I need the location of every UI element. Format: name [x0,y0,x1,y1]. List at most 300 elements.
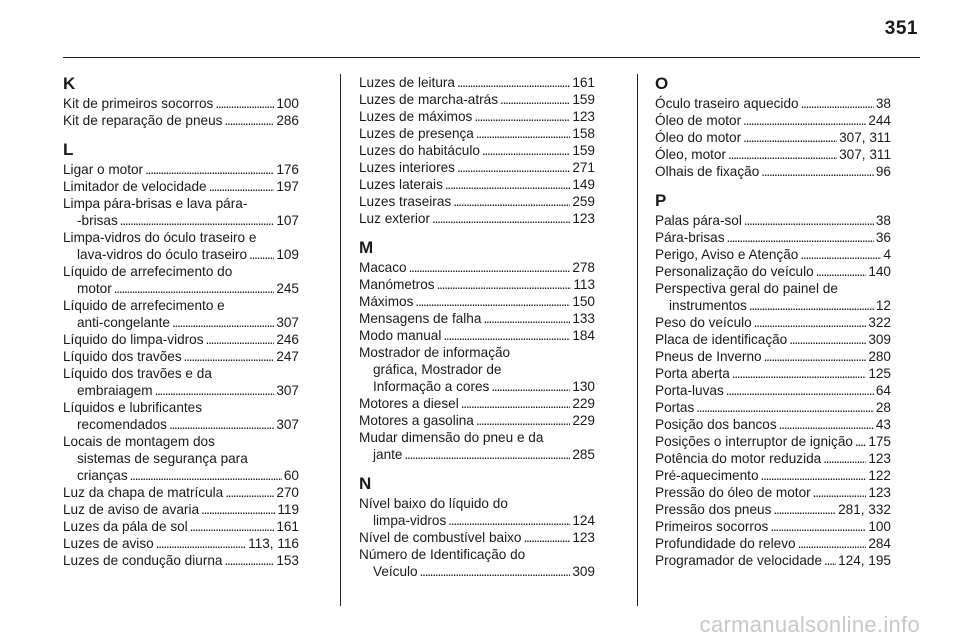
entry-term: Personalização do veículo [655,264,814,279]
index-entry [63,263,299,297]
column-divider [637,74,638,606]
index-section [63,140,299,569]
index-entry [655,280,891,314]
entry-term: Luz exterior [359,211,431,226]
leader-dots [120,212,275,229]
section-letter: L [63,140,74,159]
entry-page-ref: 140 [868,264,891,279]
leader-dots [728,146,837,163]
index-entry [359,74,595,91]
index-entry [63,161,299,178]
entry-term: Luzes de aviso [63,536,154,551]
index-entry [359,159,595,176]
index-entry [655,535,891,552]
index-section [655,191,891,569]
leader-dots [789,331,866,348]
entry-page-ref: 245 [276,281,299,296]
leader-dots [206,331,275,348]
leader-dots [824,552,836,569]
entry-last-line [63,467,299,484]
entry-term: Limitador de velocidade [63,179,207,194]
leader-dots [445,176,570,193]
leader-dots [172,314,274,331]
entry-term: Óleo, motor [655,147,727,162]
index-entry [655,112,891,129]
entry-page-ref: 259 [572,194,595,209]
leader-dots [749,297,874,314]
index-entry [655,365,891,382]
leader-dots [461,395,571,412]
index-entry [359,176,595,193]
index-entry [359,108,595,125]
index-entry [655,246,891,263]
index-entry [63,331,299,348]
entry-term: Pneus de Inverno [655,349,762,364]
index-entry [359,327,595,344]
index-entry [655,229,891,246]
leader-dots [696,399,874,416]
entry-page-ref: 285 [572,447,595,462]
index-entry [359,210,595,227]
entry-last-line [359,563,595,580]
index-entry [359,276,595,293]
entry-page-ref: 4 [883,247,891,262]
entry-term: Mostrador de informação [359,345,511,360]
leader-dots [855,433,866,450]
index-entry [359,259,595,276]
entry-last-line [63,314,299,331]
entry-page-ref: 176 [276,162,299,177]
index-entry [359,546,595,580]
entry-term: Mudar dimensão do pneu e da [359,430,544,445]
entry-page-ref: 123 [572,211,595,226]
entry-term: gráfica, Mostrador de [373,362,502,377]
leader-dots [816,263,867,280]
index-entry [63,518,299,535]
entry-page-ref: 123 [572,109,595,124]
leader-dots [457,159,570,176]
index-entry [655,146,891,163]
leader-dots [130,467,282,484]
leader-dots [476,125,570,142]
entry-term: Máximos [359,294,414,309]
entry-page-ref: 119 [277,502,299,517]
entry-term: embraiagem [77,383,153,398]
entry-term: Limpa-vidros do óculo traseiro e [63,230,257,245]
leader-dots [190,518,275,535]
leader-dots [800,246,881,263]
leader-dots [732,365,867,382]
entry-page-ref: 244 [868,113,891,128]
entry-term: Líquido de arrefecimento do [63,264,233,279]
entry-page-ref: 270 [276,485,299,500]
index-entry [63,348,299,365]
index-entry [359,412,595,429]
entry-page-ref: 122 [868,468,891,483]
entry-page-ref: 109 [276,247,299,262]
entry-term: Placa de identificação [655,332,788,347]
index-entry [655,467,891,484]
leader-dots [779,416,874,433]
index-entry [359,395,595,412]
entry-term: Motores a gasolina [359,413,474,428]
leader-dots [743,112,866,129]
entry-page-ref: 149 [572,177,595,192]
index-entry [359,310,595,327]
leader-dots [483,310,570,327]
entry-last-line [63,246,299,263]
entry-term: Luzes do habitáculo [359,143,480,158]
entry-page-ref: 286 [276,113,299,128]
entry-page-ref: 280 [868,349,891,364]
leader-dots [770,518,866,535]
section-letter: P [655,191,667,210]
leader-dots [798,535,867,552]
entry-term: Palas pára-sol [655,213,742,228]
entry-term: Ligar o motor [63,162,144,177]
entry-page-ref: 158 [572,126,595,141]
entry-page-ref: 107 [276,213,299,228]
leader-dots [169,416,274,433]
index-entry [655,263,891,280]
leader-dots [420,563,571,580]
leader-dots [743,129,837,146]
index-entry [63,229,299,263]
entry-term: crianças [77,468,128,483]
entry-page-ref: 38 [875,213,891,228]
leader-dots [225,484,274,501]
entry-term: Profundidade do relevo [655,536,796,551]
index-entry [359,91,595,108]
leader-dots [404,446,570,463]
index-entry [655,163,891,180]
index-entry [63,433,299,484]
index-entry [63,365,299,399]
index-section [359,238,595,463]
entry-term: Posições o interruptor de ignição [655,434,853,449]
entry-page-ref: 278 [572,260,595,275]
entry-term: Perspectiva geral do painel de [655,281,838,296]
index-entry [655,484,891,501]
index-entry [63,399,299,433]
entry-term: Pára-brisas [655,230,725,245]
leader-dots [764,348,867,365]
index-entry [655,399,891,416]
leader-dots [184,348,275,365]
leader-dots [474,108,570,125]
entry-page-ref: 309 [868,332,891,347]
index-entry [655,314,891,331]
entry-term: Luzes da pála de sol [63,519,188,534]
index-entry [63,552,299,569]
index-entry [63,178,299,195]
entry-page-ref: 60 [283,468,299,483]
entry-page-ref: 197 [276,179,299,194]
column-divider [340,74,341,606]
entry-page-ref: 271 [572,160,595,175]
entry-term: Luzes traseiras [359,194,452,209]
leader-dots [813,484,867,501]
entry-term: Porta-luvas [655,383,724,398]
index-entry [655,348,891,365]
entry-term: Primeiros socorros [655,519,769,534]
entry-last-line [63,382,299,399]
entry-term: Luz da chapa de matrícula [63,485,224,500]
entry-term: Kit de primeiros socorros [63,96,214,111]
entry-term: Óleo de motor [655,113,742,128]
entry-term: Luzes de leitura [359,75,455,90]
entry-term: Pressão do óleo de motor [655,485,811,500]
entry-page-ref: 159 [572,92,595,107]
entry-page-ref: 309 [572,564,595,579]
index-entry [63,95,299,112]
entry-term: Luzes interiores [359,160,455,175]
section-letter: K [63,74,76,93]
entry-page-ref: 38 [875,96,891,111]
leader-dots [114,280,275,297]
index-entry [359,142,595,159]
entry-term: Líquido de arrefecimento e [63,298,225,313]
leader-dots [249,246,274,263]
entry-term: Informação a cores [373,379,490,394]
entry-term: Óleo do motor [655,130,742,145]
entry-page-ref: 159 [572,143,595,158]
entry-term: Pressão dos pneus [655,502,772,517]
entry-page-ref: 100 [868,519,891,534]
index-entry [63,501,299,518]
index-entry [359,125,595,142]
entry-last-line [63,212,299,229]
entry-term: Luzes de máximos [359,109,473,124]
entry-page-ref: 12 [875,298,891,313]
entry-term: Posição dos bancos [655,417,777,432]
index-entry [655,450,891,467]
entry-page-ref: 229 [572,396,595,411]
entry-page-ref: 123 [572,530,595,545]
index-entry [655,518,891,535]
entry-page-ref: 175 [868,434,891,449]
entry-page-ref: 113 [573,277,595,292]
index-entry [63,484,299,501]
leader-dots [224,552,274,569]
entry-page-ref: 247 [276,349,299,364]
entry-page-ref: 123 [868,451,891,466]
entry-term: -brisas [77,213,118,228]
leader-dots [156,535,246,552]
entry-page-ref: 184 [572,328,595,343]
entry-page-ref: 161 [276,519,299,534]
entry-page-ref: 307 [276,315,299,330]
entry-page-ref: 64 [875,383,891,398]
entry-page-ref: 229 [572,413,595,428]
entry-page-ref: 161 [572,75,595,90]
section-letter: O [655,74,669,93]
leader-dots [457,74,570,91]
leader-dots [155,382,275,399]
leader-dots [215,95,274,112]
index-column-1 [63,74,299,569]
entry-term: Macaco [359,260,407,275]
leader-dots [476,412,570,429]
entry-term: Perigo, Aviso e Atenção [655,247,799,262]
index-entry [655,501,891,518]
entry-term: Óculo traseiro aquecido [655,96,799,111]
leader-dots [801,95,874,112]
entry-page-ref: 125 [868,366,891,381]
leader-dots [773,501,836,518]
index-entry [655,129,891,146]
index-entry [655,95,891,112]
entry-term: Veículo [373,564,418,579]
index-entry [359,344,595,395]
entry-last-line [63,280,299,297]
leader-dots [415,293,570,310]
leader-dots [209,178,275,195]
entry-term: recomendados [77,417,167,432]
index-column-2 [359,74,595,580]
entry-page-ref: 307, 311 [839,147,891,162]
index-entry [359,495,595,529]
entry-term: Programador de velocidade [655,553,823,568]
leader-dots [727,229,874,246]
index-entry [655,416,891,433]
index-section [655,74,891,180]
entry-last-line [359,512,595,529]
entry-term: Nível baixo do líquido do [359,496,508,511]
entry-term: Nível de combustível baixo [359,530,522,545]
index-entry [359,429,595,463]
entry-last-line [359,446,595,463]
entry-term: lava-vidros do óculo traseiro [77,247,248,262]
entry-term: motor [77,281,112,296]
index-entry [655,552,891,569]
entry-page-ref: 123 [868,485,891,500]
leader-dots [744,212,874,229]
entry-term: Manómetros [359,277,435,292]
entry-page-ref: 130 [572,379,595,394]
entry-term: Luzes laterais [359,177,443,192]
entry-term: Número de Identificação do [359,547,526,562]
entry-term: sistemas de segurança para [77,451,248,466]
leader-dots [823,450,866,467]
entry-page-ref: 124 [572,513,595,528]
entry-page-ref: 246 [276,332,299,347]
entry-page-ref: 281, 332 [838,502,891,517]
leader-dots [443,327,570,344]
entry-term: limpa-vidros [373,513,447,528]
entry-term: Líquido dos travões [63,349,182,364]
index-entry [63,195,299,229]
entry-page-ref: 322 [868,315,891,330]
index-entry [359,529,595,546]
entry-page-ref: 150 [572,294,595,309]
entry-term: Luzes de condução diurna [63,553,223,568]
entry-term: Líquidos e lubrificantes [63,400,203,415]
entry-term: jante [373,447,403,462]
leader-dots [201,501,275,518]
entry-term: Motores a diesel [359,396,459,411]
entry-term: Modo manual [359,328,442,343]
leader-dots [409,259,571,276]
entry-term: Luzes de marcha-atrás [359,92,499,107]
entry-page-ref: 307 [276,417,299,432]
entry-term: anti-congelante [77,315,170,330]
leader-dots [482,142,570,159]
leader-dots [761,163,874,180]
watermark: carmanualsonline.info [699,612,920,637]
index-entry [63,112,299,129]
entry-term: Líquido do limpa-vidros [63,332,204,347]
header-rule [63,57,920,58]
entry-term: instrumentos [669,298,747,313]
leader-dots [145,161,274,178]
entry-term: Peso do veículo [655,315,752,330]
leader-dots [437,276,572,293]
index-section [359,474,595,580]
entry-page-ref: 28 [875,400,891,415]
entry-term: Olhais de fixação [655,164,760,179]
page-number: 351 [884,18,918,39]
index-entry [655,433,891,450]
entry-term: Potência do motor reduzida [655,451,822,466]
index-entry [63,297,299,331]
entry-last-line [359,378,595,395]
entry-page-ref: 307 [276,383,299,398]
leader-dots [726,382,874,399]
index-column-3 [655,74,891,569]
entry-term: Limpa pára-brisas e lava pára- [63,196,248,211]
index-entry [655,212,891,229]
index-entry [655,331,891,348]
entry-page-ref: 153 [276,553,299,568]
leader-dots [500,91,570,108]
index-entry [359,293,595,310]
entry-last-line [655,297,891,314]
entry-page-ref: 100 [276,96,299,111]
entry-term: Porta aberta [655,366,730,381]
index-section [63,74,299,129]
index-entry [63,535,299,552]
entry-last-line [63,416,299,433]
entry-term: Líquido dos travões e da [63,366,212,381]
entry-page-ref: 96 [875,164,891,179]
leader-dots [224,112,274,129]
leader-dots [523,529,570,546]
leader-dots [754,314,867,331]
entry-term: Portas [655,400,695,415]
index-entry [655,382,891,399]
entry-term: Pré-aquecimento [655,468,759,483]
section-letter: N [359,474,372,493]
leader-dots [761,467,867,484]
entry-page-ref: 124, 195 [838,553,891,568]
entry-term: Kit de reparação de pneus [63,113,223,128]
leader-dots [432,210,570,227]
index-entry [359,193,595,210]
entry-page-ref: 43 [875,417,891,432]
entry-page-ref: 284 [868,536,891,551]
entry-term: Locais de montagem dos [63,434,215,449]
entry-term: Luz de aviso de avaria [63,502,200,517]
entry-page-ref: 36 [875,230,891,245]
entry-page-ref: 113, 116 [248,536,299,551]
leader-dots [448,512,570,529]
entry-term: Mensagens de falha [359,311,482,326]
leader-dots [453,193,570,210]
entry-page-ref: 307, 311 [839,130,891,145]
section-letter: M [359,238,374,257]
entry-page-ref: 133 [572,311,595,326]
